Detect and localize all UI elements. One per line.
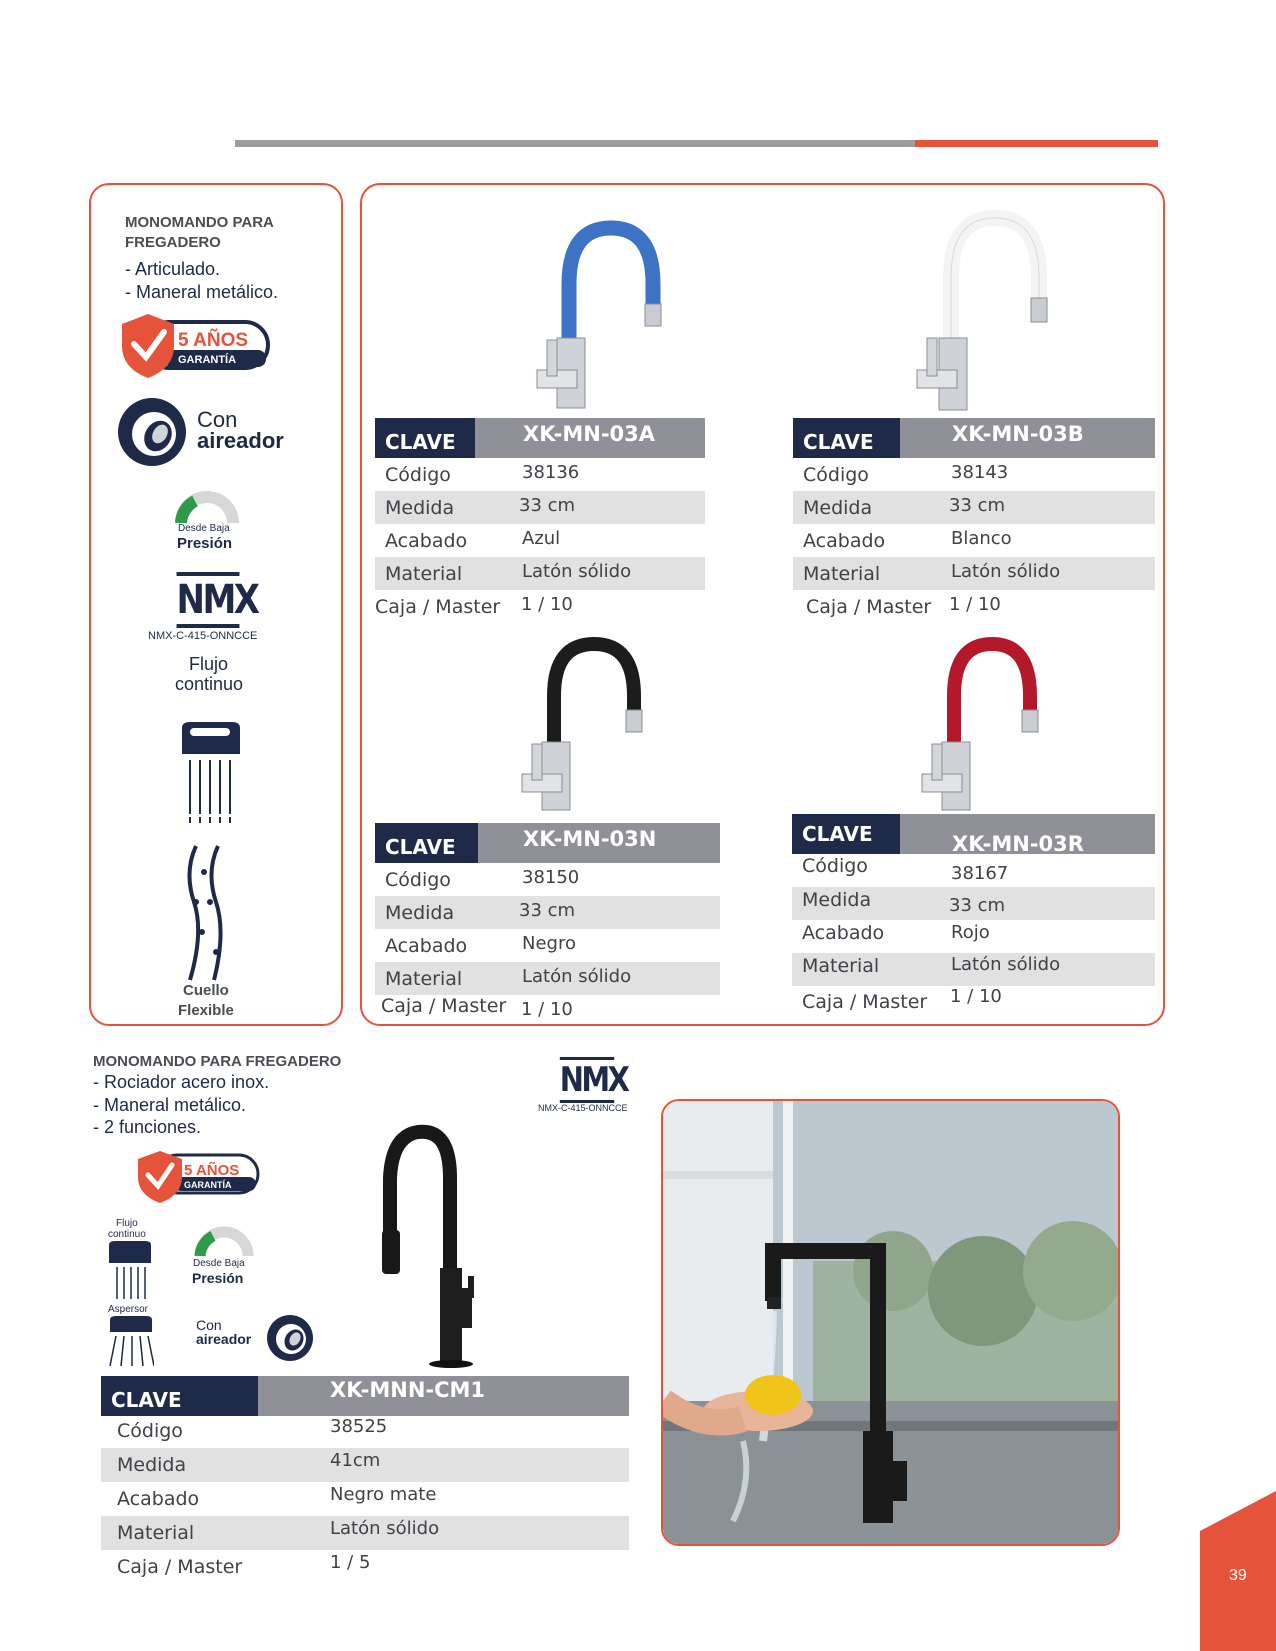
spec-row: Medida 33 cm [375,491,705,524]
pressure-gauge-icon [194,1224,254,1260]
spec-row: Medida 33 cm [793,491,1155,524]
warranty-years: 5 AÑOS [184,1162,240,1179]
spec-table [792,814,1155,1024]
flexible-neck-icon [182,842,232,984]
continuous-flow-icon [107,1241,153,1303]
spec-row: Caja / Master 1 / 10 [802,986,1002,1013]
spec-row: Caja / Master 1 / 10 [375,594,573,618]
clave-label: CLAVE [101,1376,258,1416]
spec-table [375,418,705,618]
feature-item: - Maneral metálico. [93,1095,247,1115]
product-code: XK-MN-03N [478,823,720,863]
spec-table [793,418,1155,618]
product-code: XK-MN-03A [475,418,705,458]
product-code: XK-MN-03B [900,418,1155,458]
aerator-icon [266,1314,316,1362]
nmx-code: NMX-C-415-ONNCCE [148,630,258,642]
header-rule-red [915,140,1158,147]
spec-row: Caja / Master 1 / 10 [381,995,573,1020]
spec-table [101,1376,629,1576]
clave-label: CLAVE [793,418,900,458]
spec-row: Acabado Negro mate [117,1484,437,1510]
aerator-text-bold: aireador [197,428,284,453]
feature-item: - Articulado. [125,259,221,279]
flow-text: continuo [108,1229,146,1240]
pressure-gauge-icon [175,487,239,527]
spec-row: Código 38167 [802,855,1009,884]
spec-row: Material Latón sólido [101,1516,629,1550]
spec-row: Acabado Rojo [802,922,990,944]
pressure-text-bold: Presión [192,1270,244,1286]
continuous-flow-icon [176,720,246,824]
flow-text: Flujo [189,654,229,674]
product-family-title: MONOMANDO PARA FREGADERO [125,214,274,251]
warranty-years: 5 AÑOS [178,330,249,351]
spec-row: Acabado Blanco [803,528,1012,552]
spec-row: Caja / Master 1 / 5 [117,1552,371,1578]
spec-row: Medida 33 cm [375,896,720,929]
pressure-text: Desde Baja [178,523,230,534]
nmx-logo: NMX [177,572,240,628]
spec-row: Código 38525 [117,1416,388,1442]
warranty-label: GARANTÍA [178,354,237,366]
nmx-logo: NMX [560,1057,614,1103]
spec-row: Caja / Master 1 / 10 [806,594,1001,618]
product-code: XK-MNN-CM1 [258,1376,629,1416]
faucet-black-image [518,632,658,812]
clave-label: CLAVE [375,418,475,458]
nmx-code: NMX-C-415-ONNCCE [538,1103,628,1113]
neck-text: Cuello [183,982,229,999]
faucet-pulldown-image [378,1118,538,1368]
spec-row: Acabado Azul [385,528,561,552]
faucet-white-image [911,202,1056,412]
spec-row: Material Latón sólido [375,962,720,995]
spec-row: Material Latón sólido [793,557,1155,590]
faucet-red-image [918,632,1058,812]
clave-label: CLAVE [375,823,478,863]
warranty-label: GARANTÍA [184,1180,232,1190]
feature-item: - Rociador acero inox. [93,1072,270,1092]
page-number: 39 [1229,1567,1247,1584]
spec-row: Material Latón sólido [375,557,705,590]
feature-item: - 2 funciones. [93,1117,202,1137]
spec-row: Código 38150 [385,867,580,891]
spec-row: Acabado Negro [385,933,576,957]
neck-text: Flexible [178,1002,234,1019]
spec-table [375,823,720,1023]
aerator-icon [116,396,196,468]
spec-row: Material Latón sólido [792,953,1155,986]
spec-row: Medida 41cm [101,1448,629,1482]
lifestyle-photo [661,1099,1120,1546]
pressure-text: Desde Baja [193,1258,245,1269]
warranty-badge-icon [116,310,276,380]
product-family-title: MONOMANDO PARA FREGADERO [93,1053,342,1070]
product-code: XK-MN-03R [900,814,1155,854]
pressure-text-bold: Presión [177,535,233,552]
clave-label: CLAVE [792,814,900,854]
spec-row: Medida 33 cm [792,887,1155,920]
flow-text: Flujo [116,1218,138,1229]
feature-item: - Maneral metálico. [125,282,279,302]
faucet-blue-image [535,214,675,409]
sprayer-text: Aspersor [108,1304,149,1315]
flow-text: continuo [175,674,244,694]
spec-row: Código 38136 [385,462,580,486]
spec-row: Código 38143 [803,462,1009,486]
aerator-text: Con [197,407,238,432]
aerator-text-bold: aireador [196,1331,252,1347]
header-rule-gray [235,140,915,147]
aerator-text: Con [196,1317,222,1333]
sprayer-icon [108,1316,154,1368]
warranty-badge-icon [134,1147,262,1203]
